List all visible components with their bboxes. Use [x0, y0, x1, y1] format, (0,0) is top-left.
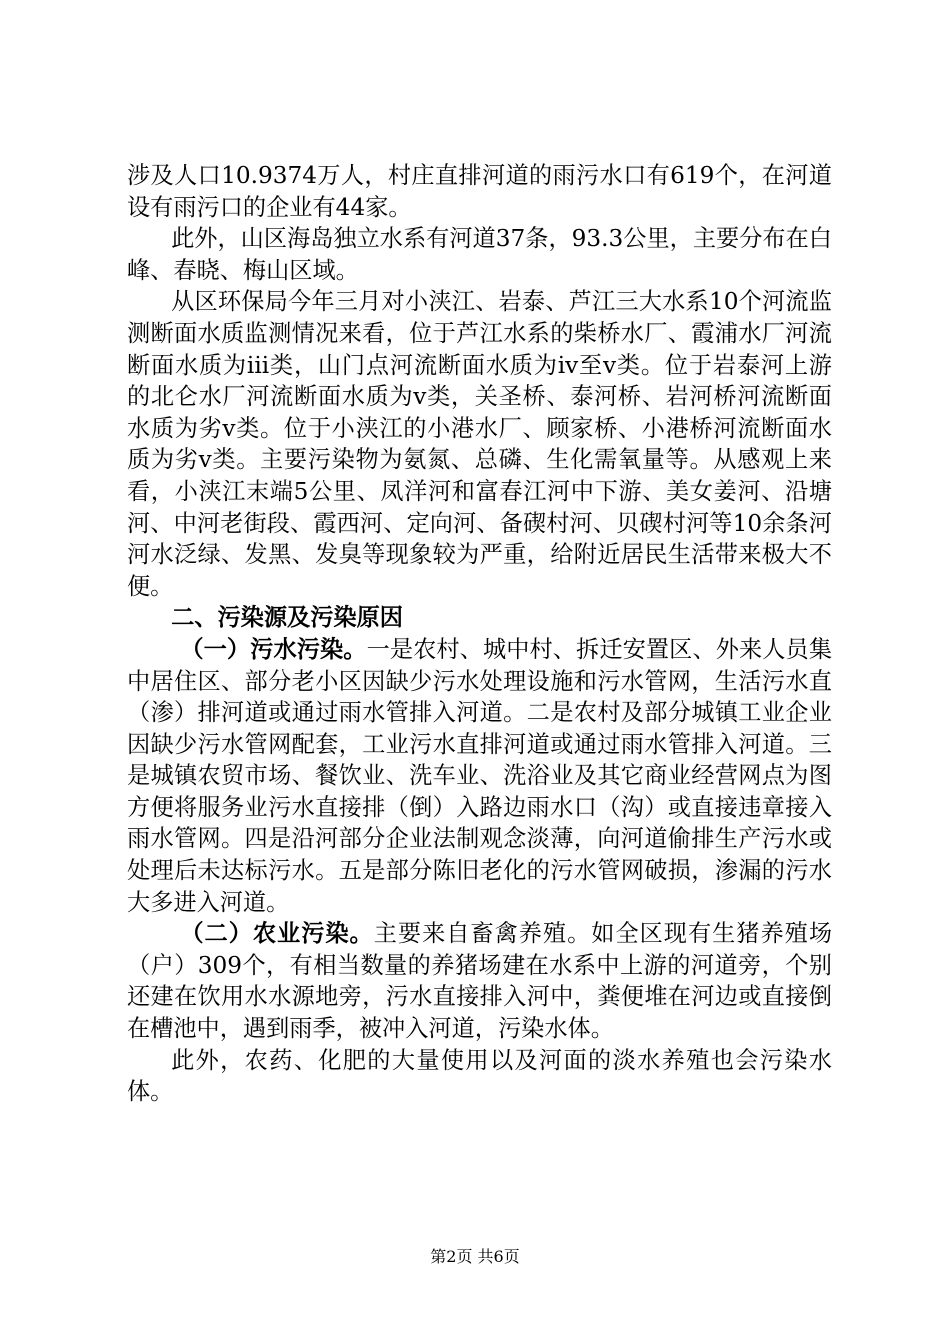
agriculture-text: 主要来自畜禽养殖。如全区现有生猪养殖场（户）309个，有相当数量的养猪场建在水系中上游的河道旁，个别还建在饮用水水源地旁，污水直接排入河中，粪便堆在河边或直接倒在槽池中，遇到雨季，被冲入河道，污染水体。: [127, 920, 833, 1043]
paragraph-island-rivers: 此外，山区海岛独立水系有河道37条，93.3公里，主要分布在白峰、春晓、梅山区域。: [127, 225, 832, 284]
section-heading: 二、污染源及污染原因: [171, 604, 403, 632]
paragraph-sewage-pollution: [127, 634, 832, 918]
paragraph-population: 涉及人口10.9374万人，村庄直排河道的雨污水口有619个，在河道设有雨污口的企业有44家。: [127, 162, 832, 221]
paragraph-pesticides: 此外，农药、化肥的大量使用以及河面的淡水养殖也会污染水体。: [127, 1046, 832, 1106]
subheading-sewage: （一）污水污染。: [180, 635, 367, 663]
sewage-text: 一是农村、城中村、拆迁安置区、外来人员集中居住区、部分老小区因缺少污水处理设施和污水管网，生活污水直（渗）排河道或通过雨水管排入河道。二是农村及部分城镇工业企业因缺少污水管网配套，工业污水直排河道或通过雨水管排入河道。三是城镇农贸市场、餐饮业、洗车业、洗浴业及其它商业经营网点为图方便将服务业污水直接排（倒）入路边雨水口（沟）或直接违章接入雨水管网。四是沿河部分企业法制观念淡薄，向河道偷排生产污水或处理后未达标污水。五是部分陈旧老化的污水管网破损，渗漏的污水大多进入河道。: [127, 635, 833, 916]
document-body: [127, 160, 832, 1108]
paragraph-water-quality: 从区环保局今年三月对小浃江、岩泰、芦江三大水系10个河流监测断面水质监测情况来看，位于芦江水系的柴桥水厂、霞浦水厂河流断面水质为iii类，山门点河流断面水质为iv至v类。位于岩泰河上游的北仑水厂河流断面水质为v类，关圣桥、泰河桥、岩河桥河流断面水质为劣v类。位于小浃江的小港水厂、顾家桥、小港桥河流断面水质为劣v类。主要污染物为氨氮、总磷、生化需氧量等。从感观上来看，小浃江末端5公里、凤洋河和富春江河中下游、美女姜河、沿塘河、中河老街段、霞西河、定向河、备碶村河、贝碶村河等10余条河河水泛绿、发黑、发臭等现象较为严重，给附近居民生活带来极大不便。: [127, 288, 832, 600]
subheading-agriculture: （二）农业污染。: [180, 920, 374, 948]
paragraph-agricultural-pollution: [127, 918, 832, 1044]
page-number-footer: 第2页 共6页: [430, 1247, 520, 1266]
